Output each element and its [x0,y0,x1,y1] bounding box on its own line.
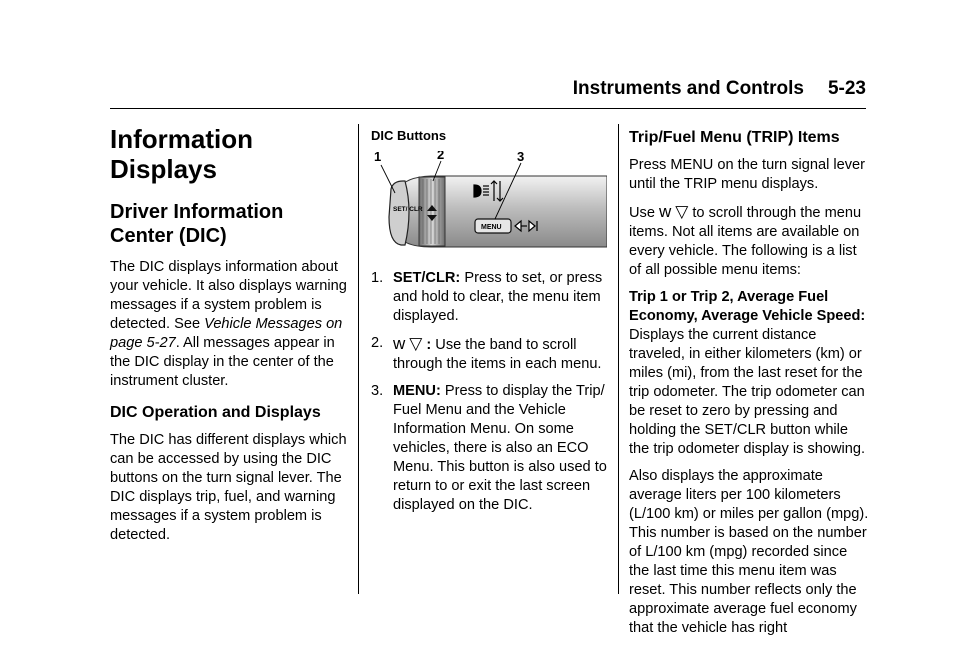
callout-label-2: 2 [437,151,445,162]
list-number: 1. [371,270,384,286]
header-section: Instruments and Controls [572,78,804,99]
header-page-number: 5-23 [827,78,866,99]
scroll-up-icon: w [393,334,406,353]
dic-operation-body: The DIC has different displays which can be accessed by using the DIC buttons on the turn signal lever. The DIC displays trip, fuel, and warning messages if a system problem is detected. [110,432,347,543]
list-item [371,269,609,326]
trip-paragraph-2 [629,202,869,280]
list-number: 2. [371,335,384,351]
list-label: MENU: [393,383,441,399]
list-number: 3. [371,383,384,399]
column-3 [629,124,869,646]
callout-label-3: 3 [517,151,525,164]
dic-heading: Driver Information Center (DIC) [110,201,284,247]
list-text: Use the band to scroll through the items in each menu. [393,337,602,372]
dic-operation-heading: DIC Operation and Displays [110,404,321,421]
set-clr-button-label: SET/ CLR [393,206,423,213]
scroll-down-icon: ▽ [409,334,423,353]
trip-paragraph-4: Also displays the approximate average liters per 100 kilometers (L/100 km) or miles per gallon (mpg). This number is based on the number of L/100 km (mpg) recorded since the last time this menu item was reset. This number reflects only the approximate average fuel economy that the vehicle has right [629,468,869,636]
trip-paragraph-1: Press MENU on the turn signal lever until the TRIP menu displays. [629,157,866,192]
dic-intro-text-a: The DIC displays information about your vehicle. It also displays warning messages if a system problem is detected. See [110,259,347,332]
column-2 [371,124,609,523]
trip-fuel-heading: Trip/Fuel Menu (TRIP) Items [629,129,840,146]
column-1 [110,124,348,553]
callout-label-1: 1 [374,151,382,164]
dic-buttons-illustration [371,151,607,251]
section-title: Information Displays [110,124,253,184]
scroll-down-icon: ▽ [675,202,689,221]
scroll-up-icon: w [659,202,672,221]
header-rule [110,108,866,109]
menu-button-label: MENU [481,224,502,231]
trip-paragraph-3 [629,288,869,459]
column-divider-2 [618,124,619,594]
list-text: Press to set, or press and hold to clear, the menu item displayed. [393,270,603,324]
dic-intro-text-b: . All messages appear in the DIC display in the center of the instrument cluster. [110,335,335,389]
list-label: SET/CLR: [393,270,461,286]
trip-items-text: Displays the current distance traveled, in either kilometers (km) or miles (mi), from the last reset for the trip odometer. The trip odometer can be reset to zero by pressing and holding the SET/CLR button while the trip odometer display is showing. [629,327,866,457]
header-text [573,78,866,100]
trip-paragraph-2-b: to scroll through the menu items. Not all items are available on every vehicle. The following is a list of all possible menu items: [629,205,862,278]
page-header [110,78,866,108]
list-label: : [426,337,432,353]
list-text: Press to display the Trip/ Fuel Menu and the Vehicle Information Menu. On some vehicles, there is also an ECO Menu. This button is also used to return to or exit the last screen displayed on the DIC. [393,383,607,513]
vehicle-messages-link[interactable]: Vehicle Messages on page 5-27 [110,316,343,351]
set-clr-button-shape [389,181,409,245]
list-item [371,382,609,515]
dic-intro [110,258,348,391]
trip-items-label: Trip 1 or Trip 2, Average Fuel Economy, Average Vehicle Speed: [629,289,866,324]
list-item [371,334,609,374]
trip-paragraph-2-a: Use [629,205,655,221]
column-divider-1 [358,124,359,594]
figure-title: DIC Buttons [371,128,447,143]
